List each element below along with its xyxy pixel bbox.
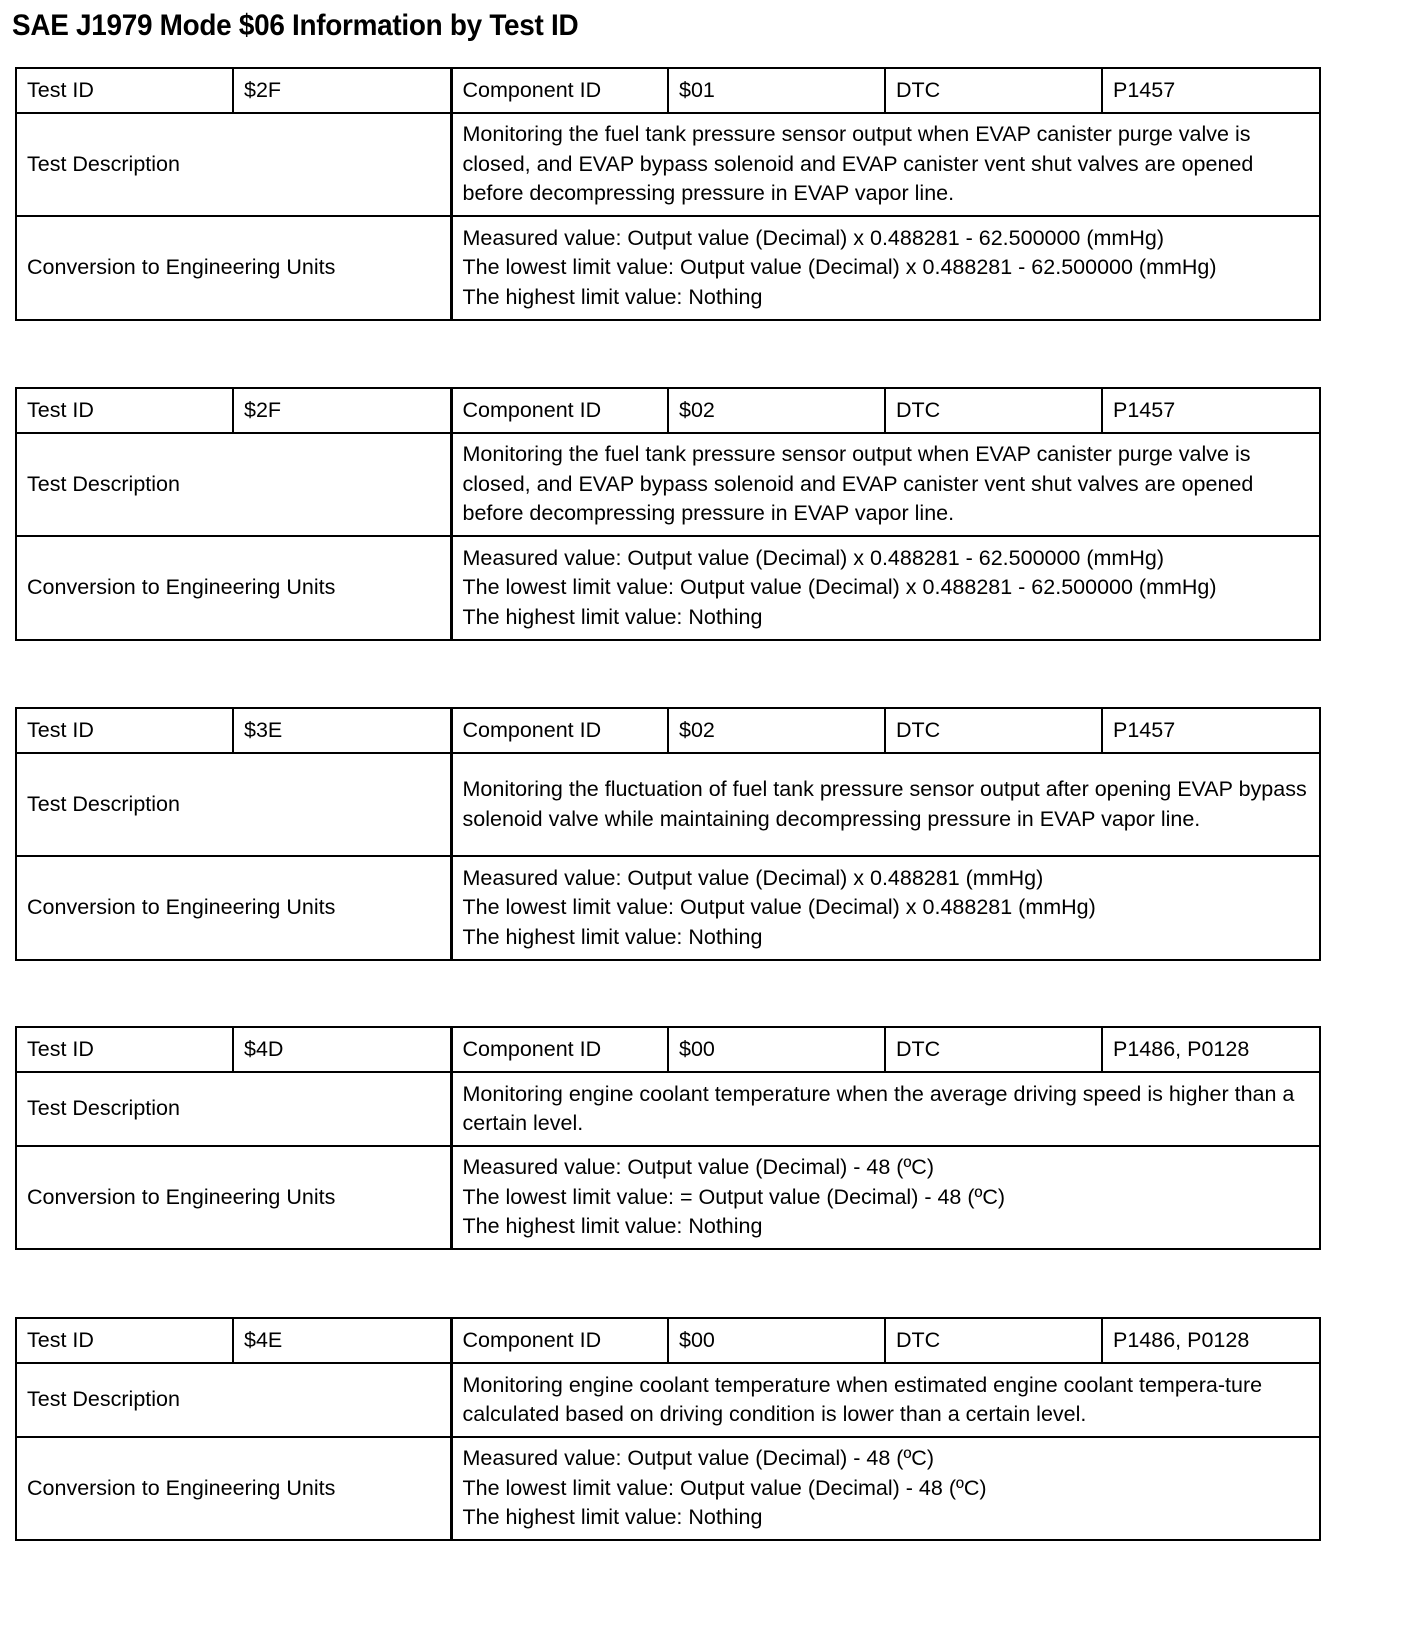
conversion-value [451, 1437, 1320, 1540]
table-header-row [16, 1027, 1320, 1072]
lowest-limit-line: The lowest limit value: Output value (Decimal) x 0.488281 (mmHg) [462, 895, 1096, 920]
component-id-label: Component ID [451, 388, 668, 433]
measured-value-line: Measured value: Output value (Decimal) - 48 (ºC) [462, 1155, 934, 1180]
dtc-label: DTC [885, 708, 1102, 753]
highest-limit-line: The highest limit value: Nothing [462, 1214, 763, 1239]
test-id-label: Test ID [16, 1318, 233, 1363]
description-row [16, 1363, 1320, 1437]
component-id-label: Component ID [451, 708, 668, 753]
conversion-row [16, 536, 1320, 640]
conversion-value [451, 1146, 1320, 1249]
description-row [16, 1072, 1320, 1146]
test-table-4e-00 [15, 1317, 1321, 1541]
highest-limit-line: The highest limit value: Nothing [462, 284, 763, 309]
table-header-row [16, 68, 1320, 113]
test-id-value: $2F [233, 388, 451, 433]
test-description-label: Test Description [16, 753, 451, 856]
component-id-value: $00 [668, 1318, 885, 1363]
test-id-value: $2F [233, 68, 451, 113]
conversion-row [16, 216, 1320, 320]
test-description-label: Test Description [16, 1072, 451, 1146]
component-id-value: $01 [668, 68, 885, 113]
test-table-4d-00 [15, 1026, 1321, 1250]
dtc-label: DTC [885, 68, 1102, 113]
dtc-label: DTC [885, 1318, 1102, 1363]
lowest-limit-line: The lowest limit value: Output value (Decimal) x 0.488281 - 62.500000 (mmHg) [462, 255, 1217, 280]
test-description-value: Monitoring the fuel tank pressure sensor output when EVAP canister purge valve is closed, and EVAP bypass solenoid and EVAP canister vent shut valves are opened before decompressing pressure in EVAP vapor line. [451, 433, 1320, 536]
component-id-value: $02 [668, 708, 885, 753]
test-table-2f-01 [15, 67, 1321, 321]
measured-value-line: Measured value: Output value (Decimal) x 0.488281 (mmHg) [462, 865, 1044, 890]
test-description-value: Monitoring the fuel tank pressure sensor output when EVAP canister purge valve is closed, and EVAP bypass solenoid and EVAP canister vent shut valves are opened before decompressing pressure in EVAP vapor line. [451, 113, 1320, 216]
conversion-value [451, 856, 1320, 960]
dtc-label: DTC [885, 1027, 1102, 1072]
conversion-row [16, 856, 1320, 960]
test-description-label: Test Description [16, 1363, 451, 1437]
table-header-row [16, 388, 1320, 433]
dtc-value: P1486, P0128 [1102, 1027, 1320, 1072]
component-id-label: Component ID [451, 68, 668, 113]
conversion-value [451, 216, 1320, 320]
test-description-value: Monitoring engine coolant temperature when the average driving speed is higher than a certain level. [451, 1072, 1320, 1146]
test-table-3e-02 [15, 707, 1321, 961]
component-id-label: Component ID [451, 1318, 668, 1363]
conversion-value [451, 536, 1320, 640]
conversion-row [16, 1146, 1320, 1249]
table-header-row [16, 1318, 1320, 1363]
highest-limit-line: The highest limit value: Nothing [462, 604, 763, 629]
test-description-label: Test Description [16, 433, 451, 536]
test-table-2f-02 [15, 387, 1321, 641]
measured-value-line: Measured value: Output value (Decimal) x 0.488281 - 62.500000 (mmHg) [462, 545, 1164, 570]
component-id-value: $00 [668, 1027, 885, 1072]
conversion-row [16, 1437, 1320, 1540]
conversion-label: Conversion to Engineering Units [16, 856, 451, 960]
lowest-limit-line: The lowest limit value: Output value (Decimal) - 48 (ºC) [462, 1475, 987, 1500]
component-id-label: Component ID [451, 1027, 668, 1072]
description-row [16, 113, 1320, 216]
description-row [16, 433, 1320, 536]
dtc-value: P1457 [1102, 708, 1320, 753]
conversion-label: Conversion to Engineering Units [16, 216, 451, 320]
conversion-label: Conversion to Engineering Units [16, 1146, 451, 1249]
test-id-value: $4E [233, 1318, 451, 1363]
test-id-label: Test ID [16, 708, 233, 753]
test-description-label: Test Description [16, 113, 451, 216]
highest-limit-line: The highest limit value: Nothing [462, 1505, 763, 1530]
conversion-label: Conversion to Engineering Units [16, 536, 451, 640]
conversion-label: Conversion to Engineering Units [16, 1437, 451, 1540]
measured-value-line: Measured value: Output value (Decimal) x 0.488281 - 62.500000 (mmHg) [462, 225, 1164, 250]
dtc-value: P1457 [1102, 68, 1320, 113]
lowest-limit-line: The lowest limit value: = Output value (Decimal) - 48 (ºC) [462, 1184, 1006, 1209]
highest-limit-line: The highest limit value: Nothing [462, 924, 763, 949]
dtc-label: DTC [885, 388, 1102, 433]
lowest-limit-line: The lowest limit value: Output value (Decimal) x 0.488281 - 62.500000 (mmHg) [462, 575, 1217, 600]
description-row [16, 753, 1320, 856]
test-description-value: Monitoring the fluctuation of fuel tank pressure sensor output after opening EVAP bypass solenoid valve while maintaining decompressing pressure in EVAP vapor line. [451, 753, 1320, 856]
test-id-label: Test ID [16, 1027, 233, 1072]
dtc-value: P1486, P0128 [1102, 1318, 1320, 1363]
table-header-row [16, 708, 1320, 753]
test-id-value: $3E [233, 708, 451, 753]
test-description-value: Monitoring engine coolant temperature when estimated engine coolant tempera-ture calculated based on driving condition is lower than a certain level. [451, 1363, 1320, 1437]
measured-value-line: Measured value: Output value (Decimal) - 48 (ºC) [462, 1446, 934, 1471]
test-id-value: $4D [233, 1027, 451, 1072]
page-title: SAE J1979 Mode $06 Information by Test ID [12, 9, 579, 42]
dtc-value: P1457 [1102, 388, 1320, 433]
component-id-value: $02 [668, 388, 885, 433]
test-id-label: Test ID [16, 68, 233, 113]
test-id-label: Test ID [16, 388, 233, 433]
